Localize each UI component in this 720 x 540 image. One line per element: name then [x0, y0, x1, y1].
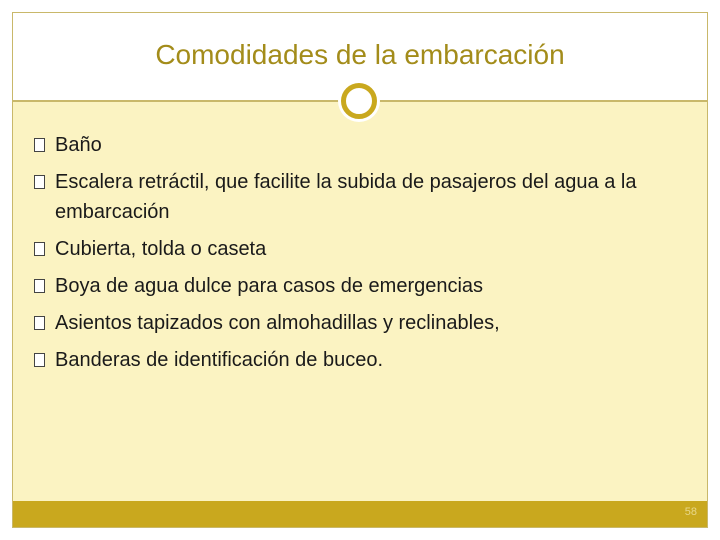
bullet-list	[33, 130, 693, 382]
bullet-item	[33, 234, 693, 264]
bullet-text: Banderas de identificación de buceo.	[55, 349, 384, 371]
bullet-text: Boya de agua dulce para casos de emergencias	[55, 275, 484, 297]
box-bullet-icon	[34, 242, 45, 256]
bullet-text: Asientos tapizados con almohadillas y reclinables,	[55, 312, 500, 334]
slide-title: Comodidades de la embarcación	[155, 39, 565, 70]
bullet-item	[33, 308, 693, 338]
circle-ornament-icon	[341, 83, 377, 119]
bullet-text: Cubierta, tolda o caseta	[55, 238, 267, 260]
slide	[12, 12, 708, 528]
bullet-item	[33, 345, 693, 375]
bullet-text: Baño	[55, 134, 102, 156]
bullet-text: Escalera retráctil, que facilite la subida de pasajeros del agua a la embarcación	[55, 171, 637, 223]
content-area	[13, 102, 707, 501]
footer-bar	[13, 501, 707, 527]
box-bullet-icon	[34, 175, 45, 189]
page-number: 58	[684, 506, 697, 518]
box-bullet-icon	[34, 353, 45, 367]
bullet-item	[33, 271, 693, 301]
bullet-item	[33, 130, 693, 160]
bullet-item	[33, 167, 693, 227]
box-bullet-icon	[34, 316, 45, 330]
box-bullet-icon	[34, 279, 45, 293]
box-bullet-icon	[34, 138, 45, 152]
